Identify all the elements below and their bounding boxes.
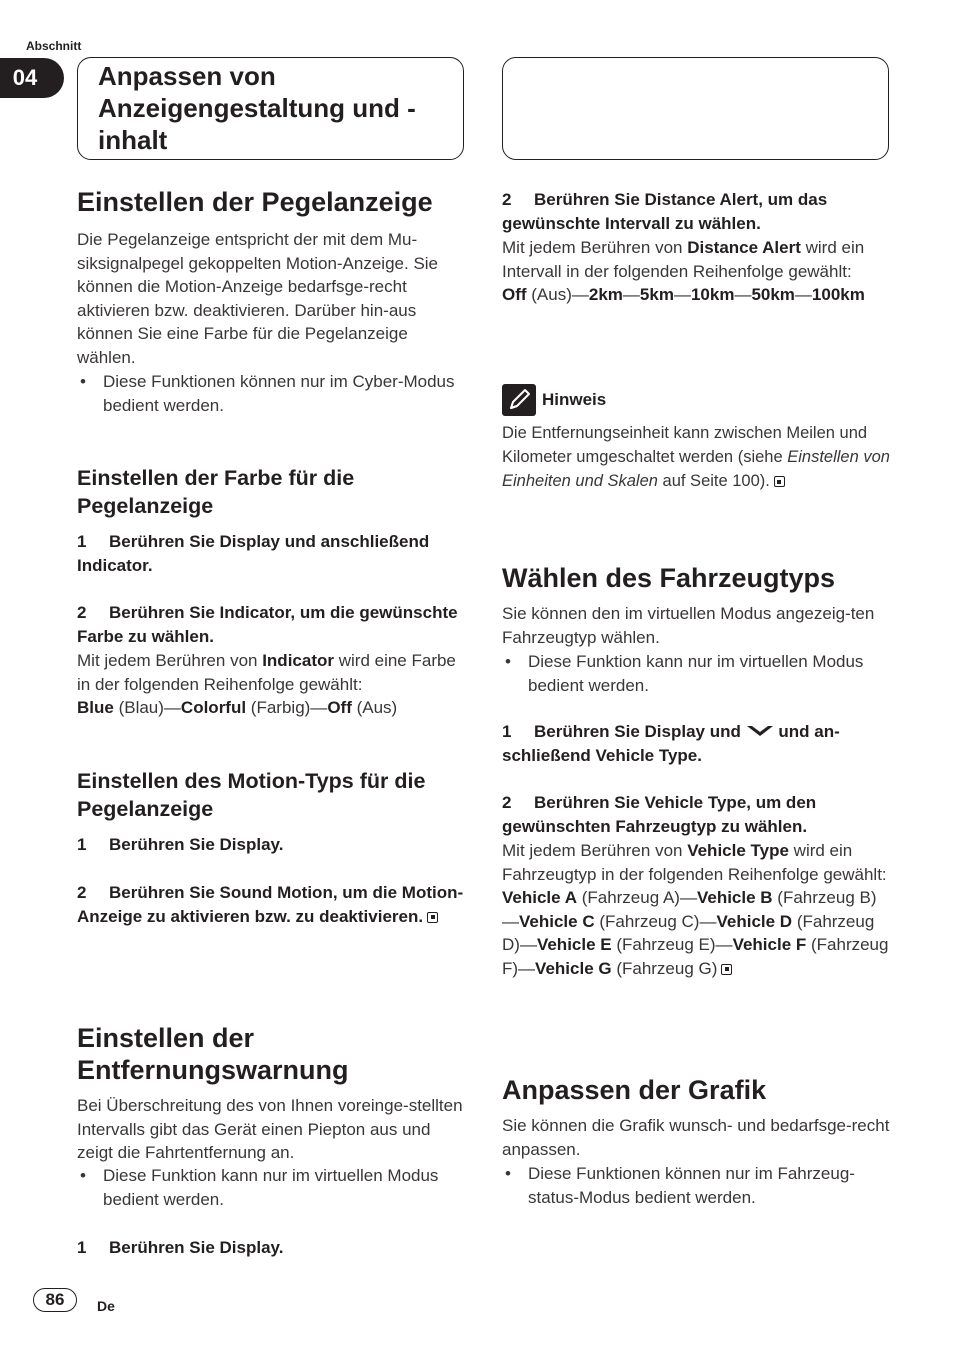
- heading-entfernungswarnung: Einstellen der Entfernungswarnung: [77, 1023, 349, 1085]
- step-motion-2: [77, 881, 467, 928]
- end-mark-icon: [427, 912, 438, 923]
- step-motion-1: [77, 833, 467, 857]
- step-number: 2: [502, 793, 512, 812]
- bullet-text: Diese Funktionen können nur im Cyber-Modus bedient werden.: [103, 372, 455, 415]
- step-number: 1: [502, 722, 512, 741]
- step-number: 2: [77, 603, 87, 622]
- step-number: 1: [77, 1238, 87, 1257]
- step-text: Berühren Sie Distance Alert, um das gewünschte Intervall zu wählen.: [502, 190, 828, 233]
- chapter-title: Anpassen von Anzeigengestaltung und -inhalt: [98, 61, 416, 155]
- end-mark-icon: [721, 964, 732, 975]
- step-text: Berühren Sie Vehicle Type, um den gewünschten Fahrzeugtyp zu wählen.: [502, 793, 817, 836]
- paragraph-pegelanzeige: Die Pegelanzeige entspricht der mit dem Mu-siksignalpegel gekoppelten Motion-Anzeige. Sie können die Motion-Anzeige bedarfsge-recht aktivieren bzw. deaktivieren. Darüber hin-aus können Sie eine Farbe für die Pegelanzeige wählen.: [77, 230, 439, 367]
- step-farbe-2: [77, 601, 467, 648]
- heading-motion: Einstellen des Motion-Typs für die Pegelanzeige: [77, 769, 426, 821]
- paragraph-fahrzeug: Mit jedem Berühren von Vehicle Type wird ein Fahrzeugtyp in der folgenden Reihenfolge gewählt: Vehicle A (Fahrzeug A)—Vehicle B (Fahrzeug B)—Vehicle C (Fahrzeug C)—Vehicle D (Fahrzeug D)—Vehicle E (Fahrzeug E)—Vehicle F (Fahrzeug F)—Vehicle G (Fahrzeug G): [502, 841, 889, 978]
- step-text: Berühren Sie Display.: [109, 835, 284, 854]
- step-number: 2: [77, 883, 87, 902]
- step-fahrzeug-2: [502, 791, 892, 838]
- paragraph-fahrzeugtyp: Sie können den im virtuellen Modus angezeig-ten Fahrzeugtyp wählen.: [502, 604, 875, 647]
- chapter-title-box: [77, 57, 464, 160]
- paragraph-farbe: Mit jedem Berühren von Indicator wird eine Farbe in der folgenden Reihenfolge gewählt: Blue (Blau)—Colorful (Farbig)—Off (Aus): [77, 651, 456, 718]
- paragraph-grafik: Sie können die Grafik wunsch- und bedarfsge-recht anpassen.: [502, 1116, 890, 1159]
- heading-grafik: Anpassen der Grafik: [502, 1075, 767, 1105]
- note-pencil-icon: [502, 384, 536, 416]
- step-number: 1: [77, 532, 87, 551]
- bullet-entfernungswarnung: [77, 1164, 467, 1211]
- bullet-text: Diese Funktionen können nur im Fahrzeug-status-Modus bedient werden.: [528, 1164, 855, 1207]
- heading-farbe: Einstellen der Farbe für die Pegelanzeige: [77, 466, 355, 518]
- step-text: Berühren Sie Sound Motion, um die Motion-Anzeige zu aktivieren bzw. zu deaktivieren.: [77, 883, 464, 926]
- paragraph-distance: Mit jedem Berühren von Distance Alert wird ein Intervall in der folgenden Reihenfolge gewählt: Off (Aus)—2km—5km—10km—50km—100km: [502, 238, 865, 305]
- bullet-dot: •: [505, 652, 511, 671]
- language-label: De: [97, 1298, 115, 1314]
- bullet-dot: •: [505, 1164, 511, 1183]
- section-label: Abschnitt: [26, 39, 82, 53]
- step-distance-2: [502, 188, 892, 235]
- chevron-down-icon: [746, 724, 774, 738]
- step-number: 2: [502, 190, 512, 209]
- step-text: Berühren Sie Display und: [534, 722, 741, 741]
- step-text: Berühren Sie Indicator, um die gewünschte Farbe zu wählen.: [77, 603, 458, 646]
- step-text: Berühren Sie Display.: [109, 1238, 284, 1257]
- note-text: Die Entfernungseinheit kann zwischen Meilen und Kilometer umgeschaltet werden (siehe Einstellen von Einheiten und Skalen auf Seite 100).: [502, 424, 890, 490]
- step-entfernung-1: [77, 1236, 467, 1260]
- step-text: und an-schließend Vehicle Type.: [502, 722, 840, 765]
- step-number: 1: [77, 835, 87, 854]
- note-label: Hinweis: [542, 390, 607, 409]
- bullet-pegelanzeige: [77, 370, 467, 417]
- step-farbe-1: [77, 530, 467, 577]
- paragraph-entfernungswarnung: Bei Überschreitung des von Ihnen voreinge-stellten Intervalls gibt das Gerät einen Piepton aus und zeigt die Fahrtentfernung an.: [77, 1096, 463, 1163]
- bullet-dot: •: [80, 372, 86, 391]
- chapter-number-tab: 04: [0, 58, 64, 98]
- step-text: Berühren Sie Display und anschließend Indicator.: [77, 532, 430, 575]
- bullet-fahrzeugtyp: [502, 650, 892, 697]
- heading-pegelanzeige: Einstellen der Pegelanzeige: [77, 187, 433, 217]
- bullet-dot: •: [80, 1166, 86, 1185]
- bullet-text: Diese Funktion kann nur im virtuellen Modus bedient werden.: [103, 1166, 439, 1209]
- blank-header-box: [502, 57, 889, 160]
- heading-fahrzeugtyp: Wählen des Fahrzeugtyps: [502, 563, 836, 593]
- bullet-text: Diese Funktion kann nur im virtuellen Modus bedient werden.: [528, 652, 864, 695]
- end-mark-icon: [774, 476, 785, 487]
- bullet-grafik: [502, 1162, 892, 1209]
- step-fahrzeug-1: [502, 720, 892, 767]
- page-number: 86: [33, 1288, 77, 1312]
